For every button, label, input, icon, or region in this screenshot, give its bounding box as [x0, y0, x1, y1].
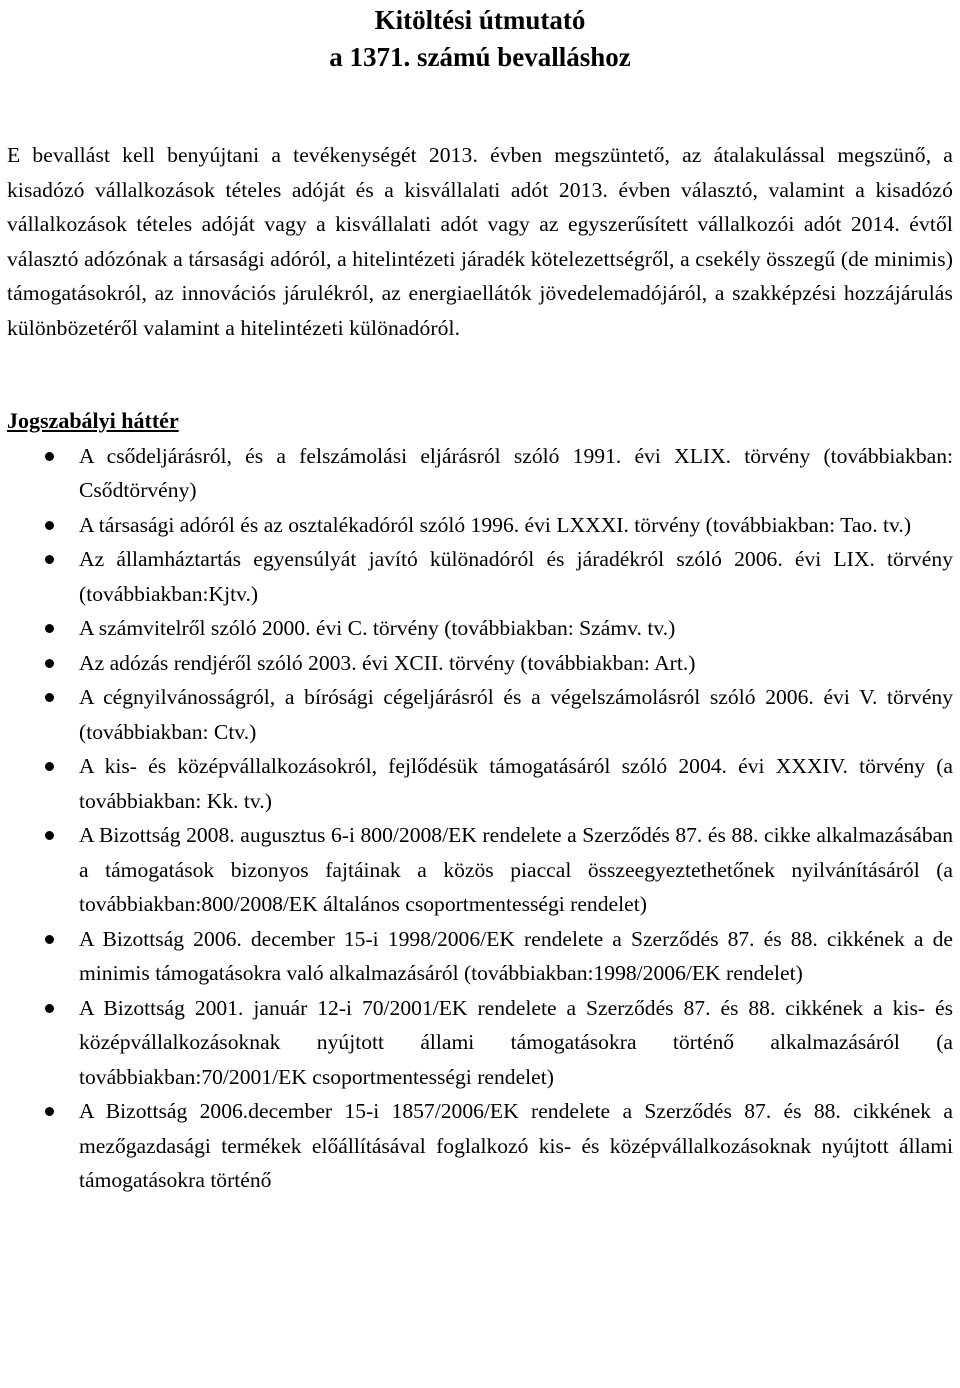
list-item — [7, 991, 953, 1095]
bullet-icon — [45, 555, 54, 564]
list-item-text: A kis- és középvállalkozásokról, fejlődésük támogatásáról szóló 2004. évi XXXIV. törvény (a továbbiakban: Kk. tv.) — [79, 754, 953, 813]
bullet-icon — [45, 1004, 54, 1013]
list-item-text: A cégnyilvánosságról, a bírósági cégeljárásról és a végelszámolásról szóló 2006. évi V. törvény (továbbiakban: Ctv.) — [79, 685, 953, 744]
list-item-text: A csődeljárásról, és a felszámolási eljárásról szóló 1991. évi XLIX. törvény (továbbiakban: Csődtörvény) — [79, 443, 953, 503]
list-item — [7, 1094, 953, 1198]
bullet-icon — [45, 1107, 54, 1116]
bullet-icon — [45, 762, 54, 771]
document-title — [7, 2, 953, 76]
list-item-text: A társasági adóról és az osztalékadóról szóló 1996. évi LXXXI. törvény (továbbiakban: Tao. tv.) — [79, 512, 912, 537]
legal-references-list — [7, 439, 953, 1198]
bullet-icon — [45, 935, 54, 944]
list-item-text: A Bizottság 2006. december 15-i 1998/2006/EK rendelete a Szerződés 87. és 88. cikkének a de minimis támogatásokra való alkalmazásáról (továbbiakban:1998/2006/EK rendelet) — [79, 926, 953, 986]
list-item — [7, 680, 953, 749]
list-item-text: A Bizottság 2001. január 12-i 70/2001/EK rendelete a Szerződés 87. és 88. cikkének a kis- és középvállalkozásoknak nyújtott állami támogatásokra történő alkalmazásáról (a továbbiakban:70/2001/EK csoportmentességi rendelet) — [79, 995, 953, 1089]
bullet-icon — [45, 693, 54, 702]
title-line-1: Kitöltési útmutató — [374, 5, 586, 35]
bullet-icon — [45, 831, 54, 840]
list-item — [7, 922, 953, 991]
list-item — [7, 508, 953, 543]
list-item — [7, 749, 953, 818]
list-item-text: Az államháztartás egyensúlyát javító különadóról és járadékról szóló 2006. évi LIX. törvény (továbbiakban:Kjtv.) — [79, 547, 953, 606]
title-line-2: a 1371. számú bevalláshoz — [329, 42, 631, 72]
list-item — [7, 818, 953, 922]
bullet-icon — [45, 659, 54, 668]
list-item — [7, 542, 953, 611]
document-page — [7, 0, 953, 1388]
list-item-text: A számvitelről szóló 2000. évi C. törvény (továbbiakban: Számv. tv.) — [79, 616, 676, 641]
section-heading-legal-background: Jogszabályi háttér — [7, 407, 179, 433]
list-item — [7, 646, 953, 681]
intro-paragraph: E bevallást kell benyújtani a tevékenységét 2013. évben megszüntető, az átalakulással megszünő, a kisadózó vállalkozások tételes adóját és a kisvállalati adót 2013. évben választó, valamint a kisadózó vállalkozások tételes adóját vagy a kisvállalati adót vagy az egyszerűsített vállalkozói adót 2014. évtől választó adózónak a társasági adóról, a hitelintézeti járadék kötelezettségről, a csekély összegű (de minimis) támogatásokról, az innovációs járulékról, az energiaellátók jövedelemadójáról, a szakképzési hozzájárulás különbözetéről valamint a hitelintézeti különadóról. — [7, 143, 953, 340]
bullet-icon — [45, 452, 54, 461]
list-item-text: Az adózás rendjéről szóló 2003. évi XCII. törvény (továbbiakban: Art.) — [79, 650, 696, 675]
bullet-icon — [45, 624, 54, 633]
bullet-icon — [45, 521, 54, 530]
list-item — [7, 439, 953, 508]
list-item-text: A Bizottság 2006.december 15-i 1857/2006/EK rendelete a Szerződés 87. és 88. cikkének a mezőgazdasági termékek előállításával foglalkozó kis- és középvállalkozásoknak nyújtott állami támogatásokra történő — [79, 1099, 953, 1193]
list-item-text: A Bizottság 2008. augusztus 6-i 800/2008/EK rendelete a Szerződés 87. és 88. cikke alkalmazásában a támogatások bizonyos fajtáinak a közös piaccal összeegyeztethetőnek nyilvánításáról (a továbbiakban:800/2008/EK általános csoportmentességi rendelet) — [79, 823, 953, 917]
list-item — [7, 611, 953, 646]
